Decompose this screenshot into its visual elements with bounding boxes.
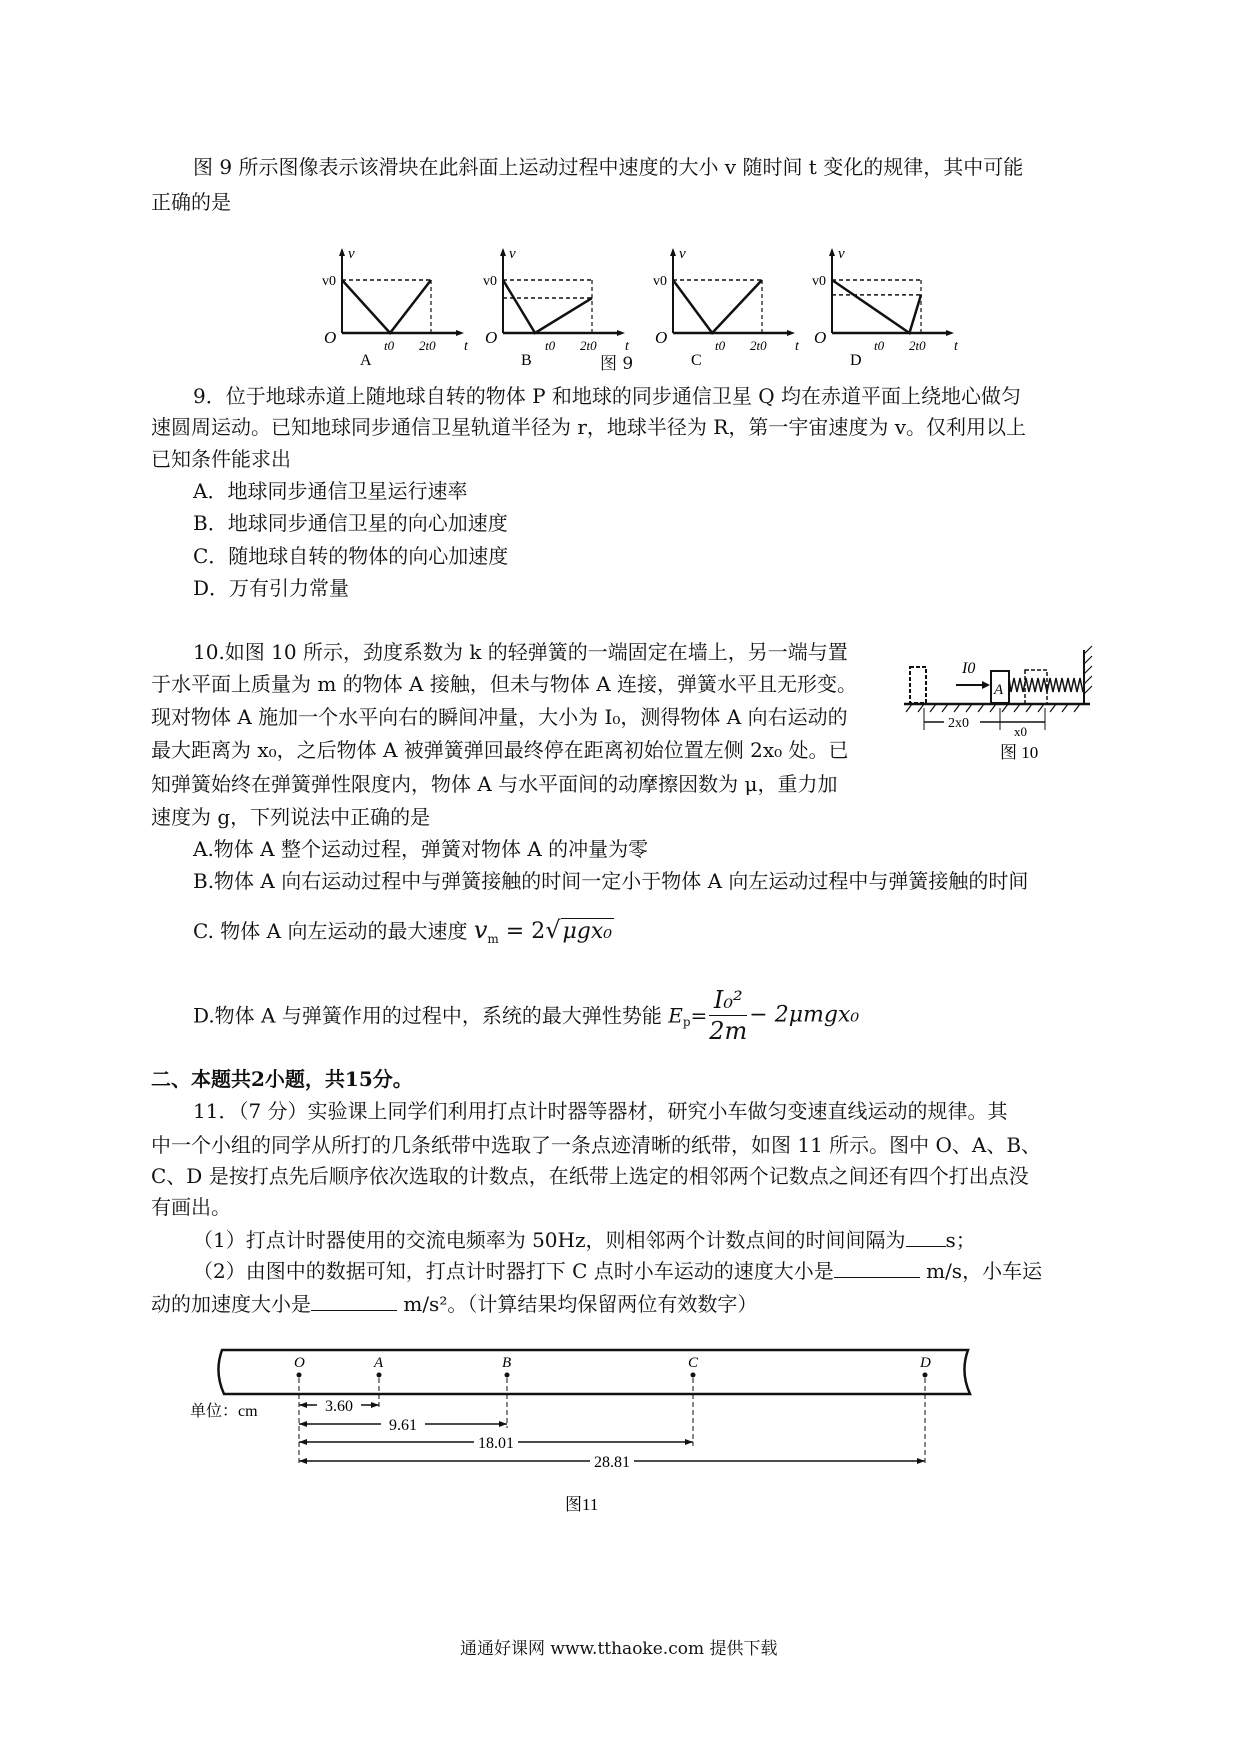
q10-text-line2: 于水平面上质量为 m 的物体 A 接触，但未与物体 A 连接，弹簧水平且无形变。 — [151, 672, 857, 696]
tape-point-label-B: B — [502, 1355, 512, 1371]
distance-2x0-label: 2x0 — [948, 716, 969, 731]
t-axis-label: t — [625, 339, 629, 354]
formula-vm-sub: m — [487, 932, 499, 946]
q10-text-line3: 现对物体 A 施加一个水平向右的瞬间冲量，大小为 I₀，测得物体 A 向右运动的 — [151, 705, 848, 729]
distance-label-O-A: 3.60 — [325, 1398, 353, 1415]
formula-sqrt-content: μgx₀ — [562, 919, 613, 944]
formula-ep: E — [668, 1003, 683, 1028]
q9-text-line1: 9．位于地球赤道上随地球自转的物体 P 和地球的同步通信卫星 Q 均在赤道平面上绕地心做匀 — [193, 384, 1022, 408]
origin-label: O — [485, 328, 498, 347]
tape-point-label-D: D — [920, 1355, 931, 1371]
paper-tape — [218, 1350, 970, 1394]
t-axis-label: t — [464, 339, 468, 354]
tape-point-label-A: A — [374, 1355, 384, 1371]
q9-option-d: D．万有引力常量 — [193, 576, 350, 600]
q11-text-line4: 有画出。 — [151, 1195, 231, 1219]
footer-text: 通通好课网 www.tthaoke.com 提供下载 — [460, 1639, 778, 1659]
v0-label: v0 — [483, 274, 497, 289]
q10-option-c-text: C. 物体 A 向左运动的最大速度 — [193, 919, 468, 943]
tape-dot-C — [691, 1373, 696, 1378]
q11-part2-unit: m/s，小车运 — [919, 1259, 1043, 1283]
v0-label: v0 — [812, 274, 826, 289]
q8-text-line1: 图 9 所示图像表示该滑块在此斜面上运动过程中速度的大小 v 随时间 t 变化的规律，其中可能 — [193, 155, 1024, 179]
formula-equals-2: = 2 — [498, 919, 546, 944]
tape-dot-O — [297, 1373, 302, 1378]
distance-arrow-left — [299, 1439, 307, 1445]
distance-arrow-right — [917, 1458, 925, 1464]
panel-label-A: A — [360, 352, 372, 369]
figure-9-caption: 图 9 — [600, 354, 634, 374]
2t0-label: 2t0 — [580, 338, 597, 353]
t0-label: t0 — [545, 338, 556, 353]
block-a-label: A — [994, 682, 1004, 698]
q10-option-a: A.物体 A 整个运动过程，弹簧对物体 A 的冲量为零 — [193, 837, 649, 861]
q10-text-line4: 最大距离为 x₀，之后物体 A 被弹簧弹回最终停在距离初始位置左侧 2x₀ 处。已 — [151, 738, 849, 762]
q10-text-line5: 知弹簧始终在弹簧弹性限度内，物体 A 与水平面间的动摩擦因数为 μ，重力加 — [151, 772, 838, 796]
q11-text-line1: 11．（7 分）实验课上同学们利用打点计时器等器材，研究小车做匀变速直线运动的规律。其 — [193, 1099, 1008, 1123]
unit-label: 单位：cm — [190, 1403, 258, 1420]
tape-dot-D — [923, 1373, 928, 1378]
q9-option-c: C．随地球自转的物体的向心加速度 — [193, 544, 509, 568]
panel-label-D: D — [850, 352, 862, 369]
v-axis-label: v — [348, 246, 355, 262]
q11-part2-text: （2）由图中的数据可知，打点计时器打下 C 点时小车运动的速度大小是 — [193, 1259, 834, 1283]
v0-label: v0 — [322, 274, 336, 289]
tape-dot-A — [377, 1373, 382, 1378]
formula-ep-equals: = — [690, 1003, 708, 1028]
v-axis-label: v — [509, 246, 516, 262]
t-axis-label: t — [795, 339, 799, 354]
2t0-label: 2t0 — [750, 338, 767, 353]
q9-text-line2: 速圆周运动。已知地球同步通信卫星轨道半径为 r，地球半径为 R，第一宇宙速度为 v。仅利用以上 — [151, 415, 1026, 439]
q10-text-line6: 速度为 g，下列说法中正确的是 — [151, 805, 431, 829]
q10-option-b: B.物体 A 向右运动过程中与弹簧接触的时间一定小于物体 A 向左运动过程中与弹簧接触的时间 — [193, 869, 1029, 893]
distance-arrow-left — [299, 1458, 307, 1464]
origin-label: O — [324, 328, 337, 347]
q11-text-line2: 中一个小组的同学从所打的几条纸带中选取了一条点迹清晰的纸带，如图 11 所示。图中 O、A、B、 — [151, 1133, 1042, 1157]
t0-label: t0 — [715, 338, 726, 353]
q10-text-line1: 10.如图 10 所示，劲度系数为 k 的轻弹簧的一端固定在墙上，另一端与置 — [193, 640, 848, 664]
section-2-heading: 二、本题共2小题，共15分。 — [151, 1067, 413, 1091]
q11-part1-unit: s； — [945, 1228, 976, 1252]
q11-text-line3: C、D 是按打点先后顺序依次选取的计数点，在纸带上选定的相邻两个记数点之间还有四个打出点没 — [151, 1164, 1029, 1188]
2t0-label: 2t0 — [909, 338, 926, 353]
distance-x0-label: x0 — [1014, 724, 1027, 739]
formula-numerator: I₀² — [709, 985, 747, 1016]
distance-label-O-D: 28.81 — [594, 1454, 630, 1471]
v-axis-label: v — [838, 246, 845, 262]
distance-arrow-right — [685, 1439, 693, 1445]
origin-label: O — [655, 328, 668, 347]
q10-option-d-text: D.物体 A 与弹簧作用的过程中，系统的最大弹性势能 — [193, 1003, 669, 1028]
t0-label: t0 — [384, 338, 395, 353]
distance-arrow-right — [499, 1421, 507, 1427]
figure-10-caption: 图 10 — [1000, 743, 1039, 762]
v0-label: v0 — [653, 274, 667, 289]
q11-part2-tail: m/s²。（计算结果均保留两位有效数字） — [397, 1292, 758, 1316]
tape-dot-B — [505, 1373, 510, 1378]
origin-label: O — [814, 328, 827, 347]
formula-ep-sub: p — [682, 1015, 691, 1029]
q11-part2-text2: 动的加速度大小是 — [151, 1292, 311, 1316]
distance-arrow-right — [371, 1402, 379, 1408]
distance-label-O-C: 18.01 — [478, 1435, 514, 1452]
t-axis-label: t — [954, 339, 958, 354]
v-axis-label: v — [679, 246, 686, 262]
formula-tail: − 2μmgx₀ — [749, 1002, 860, 1028]
tape-point-label-O: O — [294, 1355, 305, 1371]
impulse-label: I0 — [962, 660, 976, 677]
q9-option-b: B．地球同步通信卫星的向心加速度 — [193, 511, 508, 535]
panel-label-B: B — [521, 352, 532, 369]
tape-point-label-C: C — [688, 1355, 699, 1371]
q9-text-line3: 已知条件能求出 — [151, 447, 291, 471]
t0-label: t0 — [874, 338, 885, 353]
2t0-label: 2t0 — [419, 338, 436, 353]
distance-arrow-left — [299, 1402, 307, 1408]
formula-vm: v — [473, 916, 488, 944]
formula-denominator: 2m — [709, 1017, 748, 1045]
sqrt-sign-icon: √ — [545, 916, 561, 944]
distance-arrow-left — [299, 1421, 307, 1427]
panel-label-C: C — [691, 352, 702, 369]
q9-option-a: A．地球同步通信卫星运行速率 — [193, 479, 468, 503]
q11-part1-text: （1）打点计时器使用的交流电频率为 50Hz，则相邻两个计数点间的时间间隔为 — [193, 1228, 906, 1252]
distance-label-O-B: 9.61 — [389, 1417, 417, 1434]
q8-text-line2: 正确的是 — [151, 190, 231, 214]
figure-11-caption: 图11 — [565, 1495, 599, 1514]
